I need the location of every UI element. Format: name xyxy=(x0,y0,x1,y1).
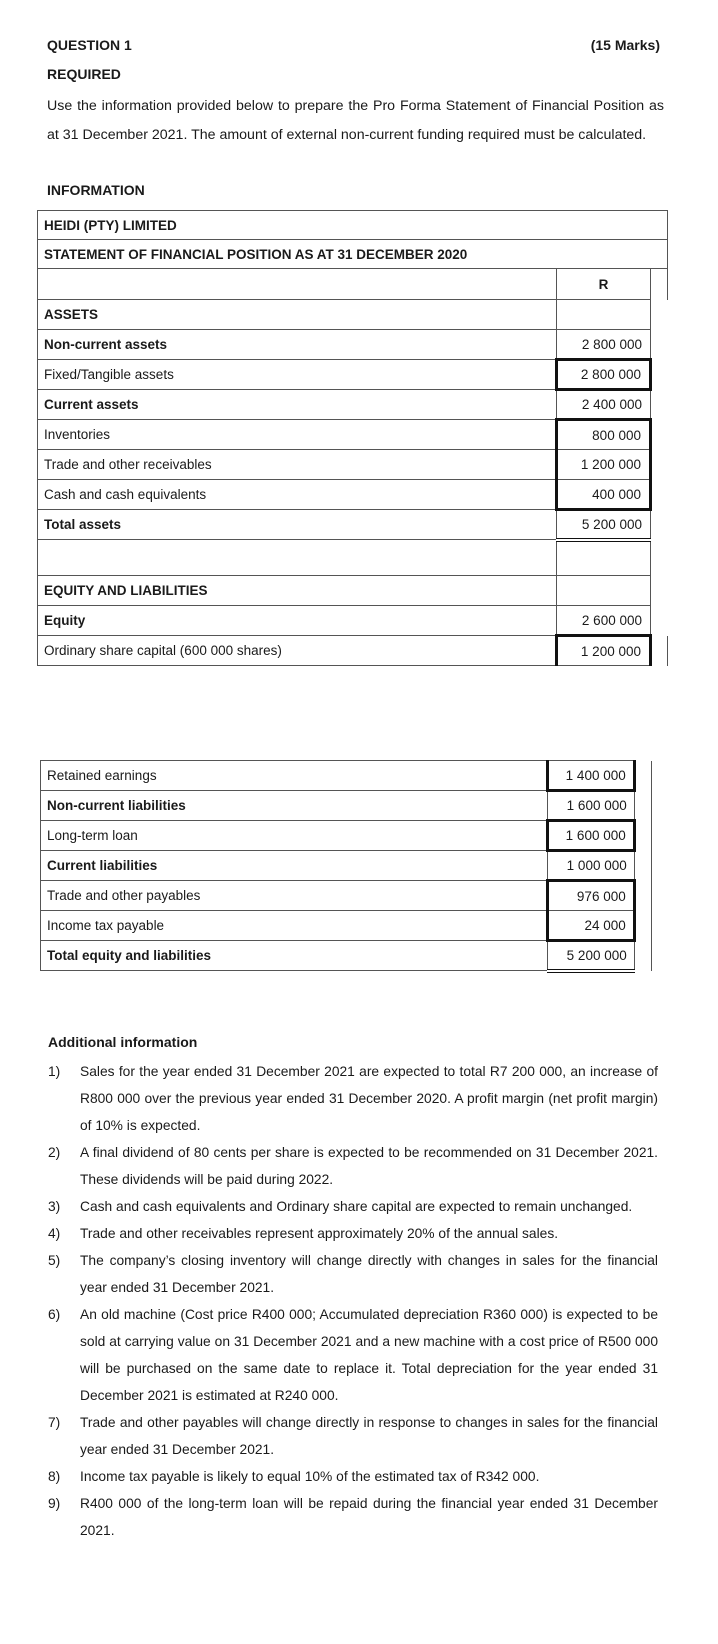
table-row xyxy=(38,606,668,636)
row-label: Cash and cash equivalents xyxy=(38,480,557,510)
item-text: R400 000 of the long-term loan will be repaid during the financial year ended 31 December 2021. xyxy=(80,1496,658,1538)
row-value: 24 000 xyxy=(548,911,634,941)
item-text: Trade and other receivables represent approximately 20% of the annual sales. xyxy=(80,1226,559,1241)
table-row xyxy=(38,390,668,420)
item-number: 7) xyxy=(48,1415,61,1430)
row-value xyxy=(557,540,651,576)
item-text: Trade and other payables will change directly in response to changes in sales for the financial year ended 31 December 2021. xyxy=(80,1415,658,1457)
item-text: Cash and cash equivalents and Ordinary share capital are expected to remain unchanged. xyxy=(80,1199,633,1214)
financial-position-table-part1 xyxy=(37,210,668,666)
additional-info-list xyxy=(48,1058,658,1544)
list-item xyxy=(48,1301,658,1409)
row-label: Current assets xyxy=(38,390,557,420)
row-value: 2 600 000 xyxy=(557,606,651,636)
item-text: The company’s closing inventory will change directly with changes in sales for the financial year ended 31 December 2021. xyxy=(80,1253,658,1295)
table-row xyxy=(41,881,652,911)
list-item xyxy=(48,1193,658,1220)
row-value: 976 000 xyxy=(548,881,634,911)
row-label: Income tax payable xyxy=(41,911,548,941)
item-text: An old machine (Cost price R400 000; Accumulated depreciation R360 000) is expected to be sold at carrying value on 31 December 2021 and a new machine with a cost price of R500 000 will be purchased on the same date to replace it. Total depreciation for the year ended 31 December 2021 is estimated at R240 000. xyxy=(80,1307,658,1403)
table-row xyxy=(41,821,652,851)
row-value: 1 600 000 xyxy=(548,821,634,851)
list-item xyxy=(48,1463,658,1490)
row-value: 1 400 000 xyxy=(548,761,634,791)
information-heading: INFORMATION xyxy=(47,182,145,198)
item-text: Sales for the year ended 31 December 2021 are expected to total R7 200 000, an increase of R800 000 over the previous year ended 31 December 2020. A profit margin (net profit margin) of 10% is expected. xyxy=(80,1064,658,1133)
row-label: Total assets xyxy=(38,510,557,540)
row-value: 2 800 000 xyxy=(557,360,651,390)
row-value: 5 200 000 xyxy=(557,510,651,540)
table-row xyxy=(38,300,668,330)
currency-header: R xyxy=(557,269,651,300)
table-row xyxy=(38,330,668,360)
table-row xyxy=(38,450,668,480)
row-label: EQUITY AND LIABILITIES xyxy=(38,576,557,606)
row-value xyxy=(557,576,651,606)
row-value xyxy=(557,300,651,330)
row-value: 5 200 000 xyxy=(548,941,634,971)
table-row xyxy=(38,576,668,606)
row-value: 1 000 000 xyxy=(548,851,634,881)
row-value: 2 400 000 xyxy=(557,390,651,420)
row-value: 1 200 000 xyxy=(557,636,651,666)
table-row xyxy=(38,540,668,576)
row-value: 2 800 000 xyxy=(557,330,651,360)
item-number: 8) xyxy=(48,1469,61,1484)
instruction-paragraph: Use the information provided below to prepare the Pro Forma Statement of Financial Position as at 31 December 2021. The amount of external non-current funding required must be calculated. xyxy=(47,98,664,143)
list-item xyxy=(48,1220,658,1247)
item-number: 6) xyxy=(48,1307,61,1322)
table-row xyxy=(38,420,668,450)
row-label: Retained earnings xyxy=(41,761,548,791)
item-text: Income tax payable is likely to equal 10% of the estimated tax of R342 000. xyxy=(80,1469,540,1484)
row-label: Inventories xyxy=(38,420,557,450)
item-number: 1) xyxy=(48,1064,61,1079)
item-number: 2) xyxy=(48,1145,61,1160)
row-label: Equity xyxy=(38,606,557,636)
table-row xyxy=(41,911,652,941)
question-marks: (15 Marks) xyxy=(590,37,660,53)
list-item xyxy=(48,1490,658,1544)
table-row xyxy=(38,480,668,510)
list-item xyxy=(48,1139,658,1193)
table-row xyxy=(38,360,668,390)
table-row xyxy=(41,941,652,971)
row-value: 400 000 xyxy=(557,480,651,510)
row-value: 1 200 000 xyxy=(557,450,651,480)
row-label: Non-current assets xyxy=(38,330,557,360)
row-value: 800 000 xyxy=(557,420,651,450)
row-label: Trade and other payables xyxy=(41,881,548,911)
table-row xyxy=(41,791,652,821)
row-label: Trade and other receivables xyxy=(38,450,557,480)
row-label: Fixed/Tangible assets xyxy=(38,360,557,390)
list-item xyxy=(48,1409,658,1463)
table-row xyxy=(38,510,668,540)
row-label: Non-current liabilities xyxy=(41,791,548,821)
list-item xyxy=(48,1247,658,1301)
table-row xyxy=(38,636,668,666)
item-number: 5) xyxy=(48,1253,61,1268)
item-number: 3) xyxy=(48,1199,61,1214)
financial-position-table-part2 xyxy=(40,760,652,973)
required-heading: REQUIRED xyxy=(47,66,121,82)
additional-info-heading: Additional information xyxy=(48,1034,198,1050)
item-number: 4) xyxy=(48,1226,61,1241)
list-item xyxy=(48,1058,658,1139)
table-row xyxy=(41,851,652,881)
row-value: 1 600 000 xyxy=(548,791,634,821)
item-number: 9) xyxy=(48,1496,61,1511)
company-name: HEIDI (PTY) LIMITED xyxy=(38,211,668,240)
question-title: QUESTION 1 xyxy=(47,37,132,53)
row-label: Long-term loan xyxy=(41,821,548,851)
row-label: ASSETS xyxy=(38,300,557,330)
row-label: Current liabilities xyxy=(41,851,548,881)
item-text: A final dividend of 80 cents per share is expected to be recommended on 31 December 2021. These dividends will be paid during 2022. xyxy=(80,1145,658,1187)
row-label xyxy=(38,540,557,576)
row-label: Total equity and liabilities xyxy=(41,941,548,971)
table-row xyxy=(41,761,652,791)
row-label: Ordinary share capital (600 000 shares) xyxy=(38,636,557,666)
header-blank-cell xyxy=(38,269,557,300)
statement-title: STATEMENT OF FINANCIAL POSITION AS AT 31 DECEMBER 2020 xyxy=(38,240,668,269)
